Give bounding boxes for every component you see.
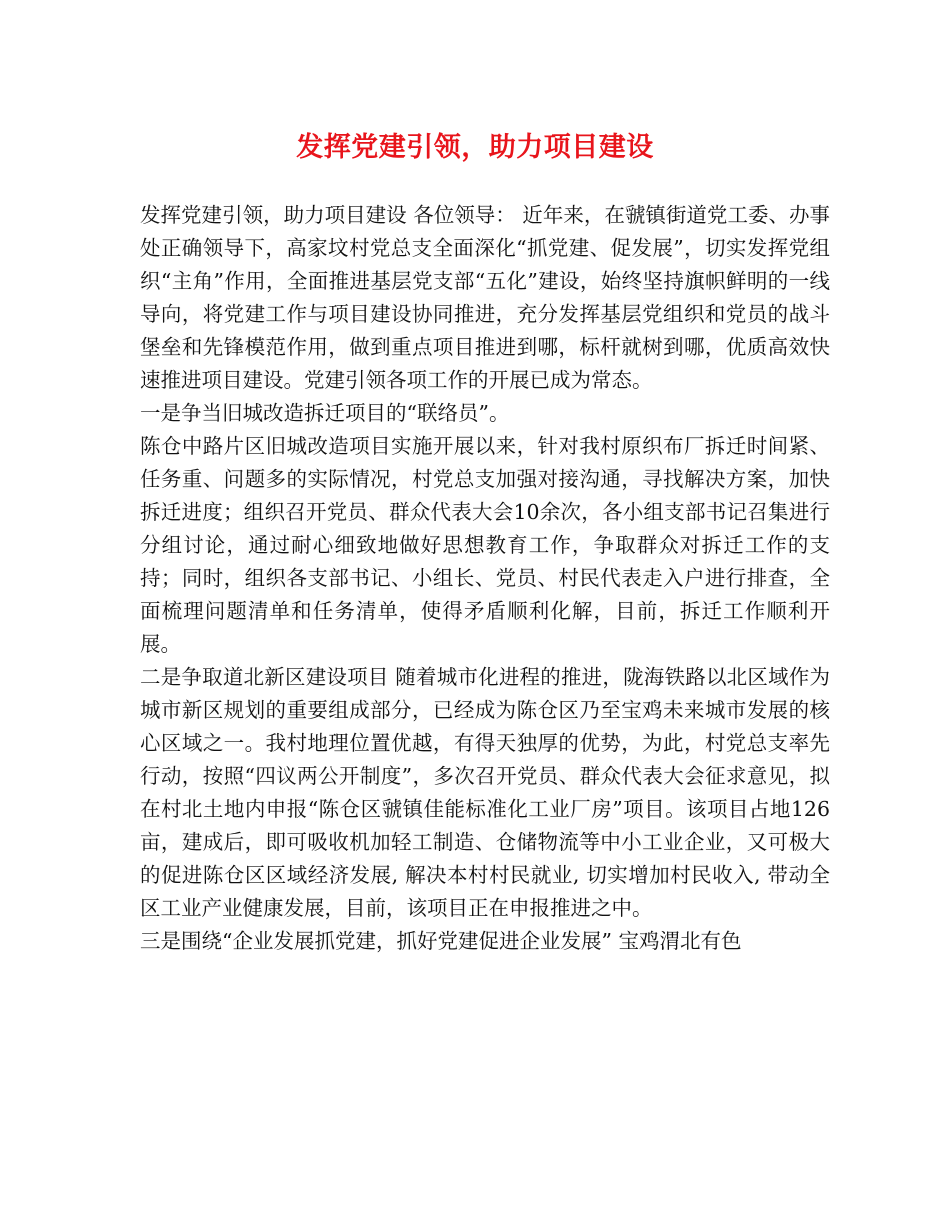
paragraph-intro: 发挥党建引领，助力项目建设 各位领导： 近年来，在虢镇街道党工委、办事处正确领导下，高家坟村党总支全面深化“抓党建、促发展”，切实发挥党组织“主角”作用，全面推进基层党支部“五化”建设，始终坚持旗帜鲜明的一线导向，将党建工作与项目建设协同推进，充分发挥基层党组织和党员的战斗堡垒和先锋模范作用，做到重点项目推进到哪，标杆就树到哪，优质高效快速推进项目建设。党建引领各项工作的开展已成为常态。	[140, 203, 830, 392]
paragraph-heading-1: 一是争当旧城改造拆迁项目的“联络员”。	[140, 401, 510, 425]
document-body	[140, 199, 830, 958]
paragraph-enterprise: 三是围绕“企业发展抓党建，抓好党建促进企业发展” 宝鸡渭北有色	[140, 929, 742, 953]
paragraph-demolition: 陈仓中路片区旧城改造项目实施开展以来，针对我村原织布厂拆迁时间紧、任务重、问题多的实际情况，村党总支加强对接沟通，寻找解决方案，加快拆迁进度；组织召开党员、群众代表大会10余次，各小组支部书记召集进行分组讨论，通过耐心细致地做好思想教育工作，争取群众对拆迁工作的支持；同时，组织各支部书记、小组长、党员、村民代表走入户进行排查，全面梳理问题清单和任务清单，使得矛盾顺利化解，目前，拆迁工作顺利开展。	[140, 434, 830, 656]
paragraph-new-district: 二是争取道北新区建设项目 随着城市化进程的推进，陇海铁路以北区域作为城市新区规划的重要组成部分，已经成为陈仓区乃至宝鸡未来城市发展的核心区域之一。我村地理位置优越，有得天独厚的优势，为此，村党总支率先行动，按照“四议两公开制度”，多次召开党员、群众代表大会征求意见，拟在村北土地内申报“陈仓区虢镇佳能标准化工业厂房”项目。该项目占地126亩，建成后，即可吸收机加轻工制造、仓储物流等中小工业企业，又可极大的促进陈仓区区域经济发展, 解决本村村民就业, 切实增加村民收入, 带动全区工业产业健康发展，目前，该项目正在申报推进之中。	[140, 665, 830, 920]
document-title: 发挥党建引领，助力项目建设	[296, 132, 654, 163]
